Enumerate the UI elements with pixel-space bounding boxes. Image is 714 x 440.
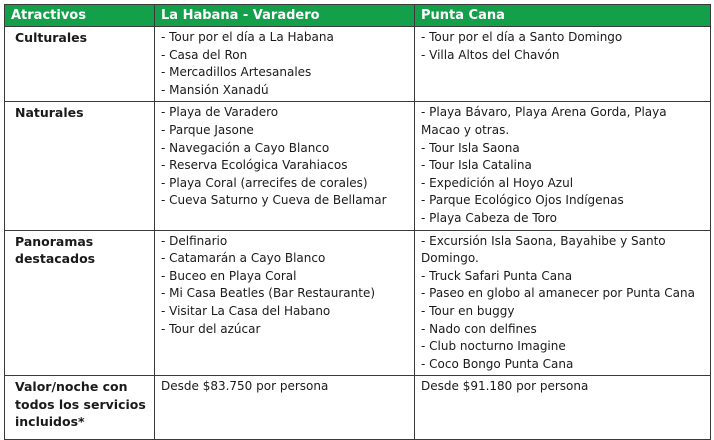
attractions-table [4, 4, 711, 440]
list-item: - Mansión Xanadú [161, 82, 269, 97]
cell-punta-cana [415, 102, 711, 230]
row-label: Valor/noche con todos los servicios incluidos* [5, 376, 155, 440]
list-item: Desde $91.180 por persona [421, 379, 589, 394]
row-label: Culturales [5, 27, 155, 102]
list-item: - Excursión Isla Saona, Bayahibe y Santo Domingo. [421, 233, 666, 266]
list-item: - Visitar La Casa del Habano [161, 303, 331, 318]
list-item: - Mercadillos Artesanales [161, 65, 312, 80]
list-item: - Mi Casa Beatles (Bar Restaurante) [161, 286, 376, 301]
cell-punta-cana [415, 230, 711, 376]
list-item: - Truck Safari Punta Cana [421, 268, 573, 283]
list-item: - Nado con delfines [421, 321, 537, 336]
list-item: - Parque Jasone [161, 122, 254, 137]
header-habana-varadero: La Habana - Varadero [155, 5, 415, 27]
cell-habana-varadero [155, 27, 415, 102]
cell-habana-varadero [155, 376, 415, 440]
list-item: - Tour por el día a Santo Domingo [421, 30, 623, 44]
list-item: - Playa Cabeza de Toro [421, 210, 557, 225]
list-item: - Tour Isla Catalina [421, 158, 532, 173]
row-label: Panoramas destacados [5, 230, 155, 376]
list-item: - Coco Bongo Punta Cana [421, 356, 574, 371]
table-row-culturales [5, 27, 711, 102]
list-item: - Casa del Ron [161, 47, 248, 62]
list-item: - Delfinario [161, 233, 228, 248]
list-item: - Tour en buggy [421, 303, 515, 318]
list-item: - Playa de Varadero [161, 105, 279, 120]
list-item: - Navegación a Cayo Blanco [161, 140, 330, 155]
list-item: - Club nocturno Imagine [421, 339, 566, 354]
list-item: - Tour Isla Saona [421, 140, 520, 155]
list-item: - Playa Coral (arrecifes de corales) [161, 175, 368, 190]
cell-punta-cana [415, 27, 711, 102]
header-punta-cana: Punta Cana [415, 5, 711, 27]
list-item: - Playa Bávaro, Playa Arena Gorda, Playa Macao y otras. [421, 105, 667, 137]
list-item: - Tour del azúcar [161, 321, 261, 336]
list-item: - Cueva Saturno y Cueva de Bellamar [161, 193, 387, 208]
list-item: - Reserva Ecológica Varahiacos [161, 158, 348, 173]
table-row-panoramas [5, 230, 711, 376]
list-item: - Tour por el día a La Habana [161, 30, 334, 44]
cell-habana-varadero [155, 230, 415, 376]
list-item: - Parque Ecológico Ojos Indígenas [421, 193, 624, 208]
list-item: - Catamarán a Cayo Blanco [161, 251, 326, 266]
list-item: - Buceo en Playa Coral [161, 268, 297, 283]
header-row [5, 5, 711, 27]
list-item: Desde $83.750 por persona [161, 379, 329, 394]
table-row-valor-noche [5, 376, 711, 440]
cell-punta-cana [415, 376, 711, 440]
cell-habana-varadero [155, 102, 415, 230]
row-label: Naturales [5, 102, 155, 230]
header-atractivos: Atractivos [5, 5, 155, 27]
list-item: - Villa Altos del Chavón [421, 47, 560, 62]
table-row-naturales [5, 102, 711, 230]
list-item: - Expedición al Hoyo Azul [421, 175, 574, 190]
list-item: - Paseo en globo al amanecer por Punta Cana [421, 286, 695, 301]
